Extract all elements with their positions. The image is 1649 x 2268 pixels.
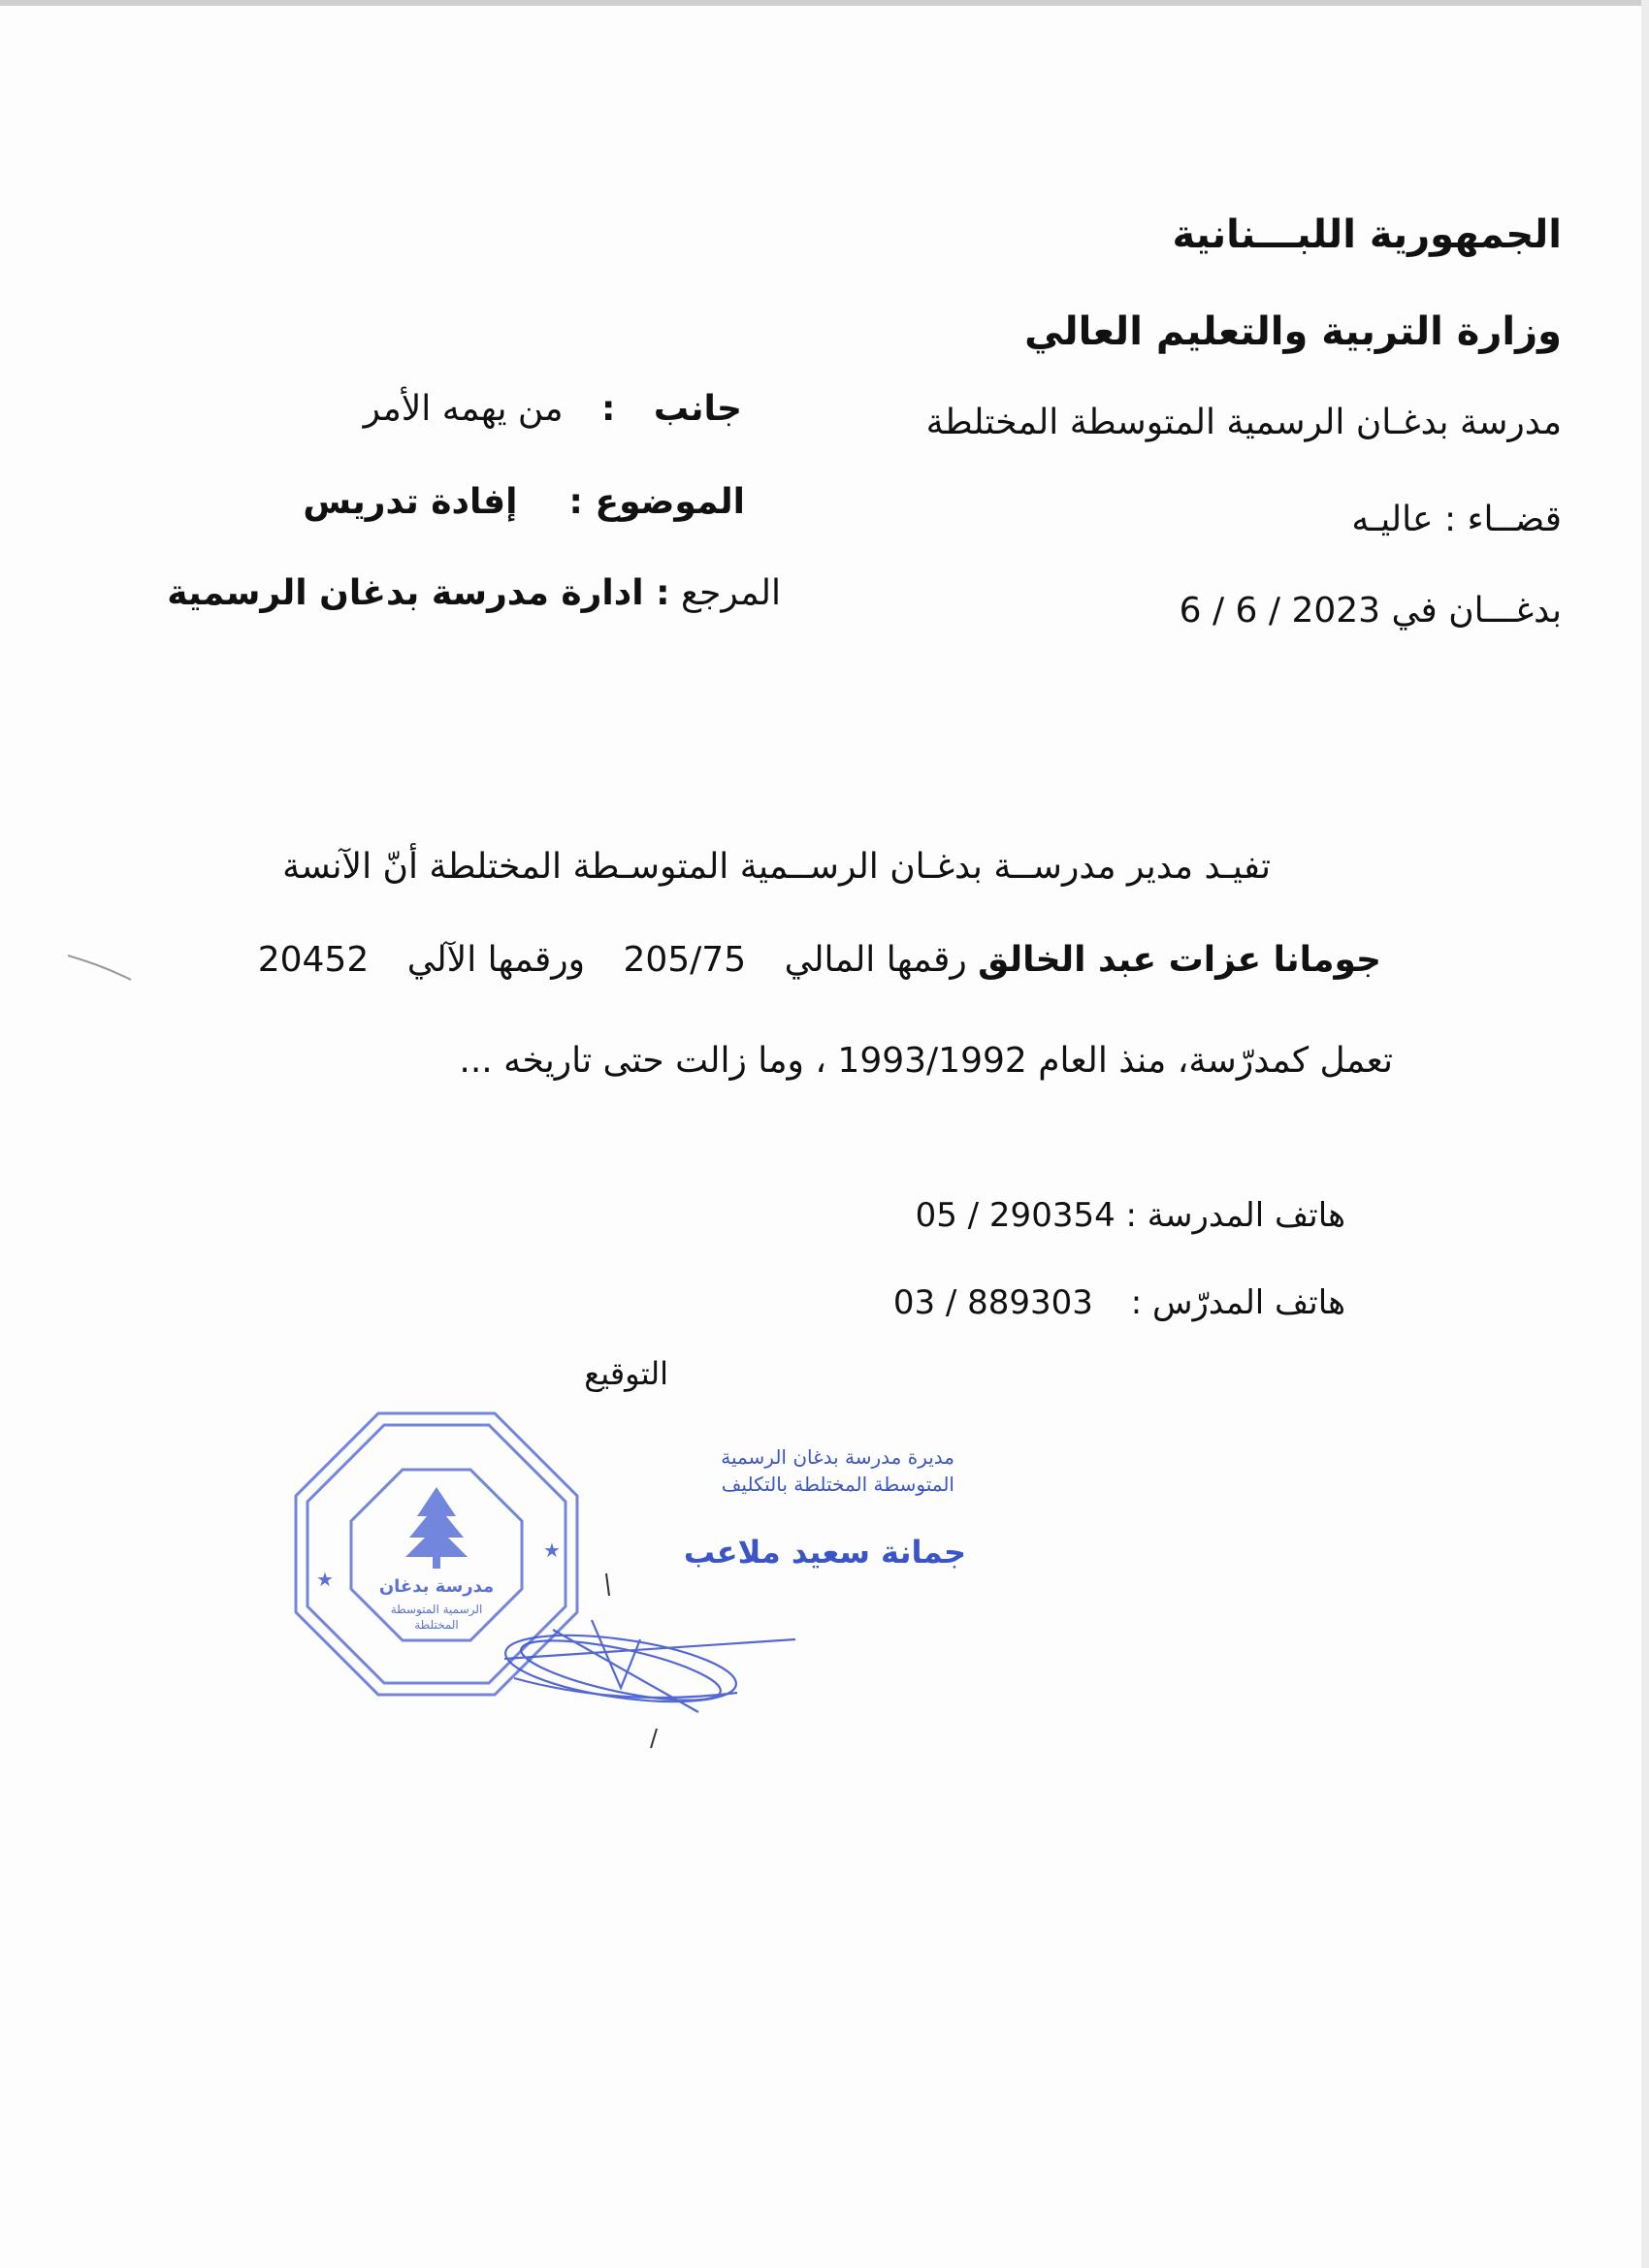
subject-label: الموضوع xyxy=(595,482,745,522)
teacher-phone: 03 / 889303 xyxy=(892,1283,1093,1322)
school-phone: 05 / 290354 xyxy=(915,1196,1116,1235)
reference-line: المرجع : ادارة مدرسة بدغان الرسمية xyxy=(167,573,781,613)
automatic-number: 20452 xyxy=(257,940,370,980)
svg-text:★: ★ xyxy=(316,1568,334,1591)
district-line: قضــاء : عاليـه xyxy=(1351,500,1562,539)
school-name: مدرسة بدغـان الرسمية المتوسطة المختلطة xyxy=(925,403,1562,442)
district-label: قضــاء xyxy=(1467,500,1562,539)
financial-number: 205/75 xyxy=(623,940,747,980)
automatic-number-label: ورقمها الآلي xyxy=(406,940,586,980)
financial-number-label: رقمها المالي xyxy=(784,940,967,980)
scan-right-edge xyxy=(1641,0,1649,2268)
to-line: جانب : من يهمه الأمر xyxy=(363,389,742,429)
reference-value: ادارة مدرسة بدغان الرسمية xyxy=(167,573,644,613)
signature-label: التوقيع xyxy=(584,1355,668,1392)
handwritten-signature xyxy=(475,1601,805,1727)
reference-label: المرجع xyxy=(680,573,781,613)
district-value: عاليـه xyxy=(1351,500,1434,539)
body-line-3: تعمل كمدرّسة، منذ العام 1993/1992 ، وما زالت حتى تاريخه ... xyxy=(459,1041,1393,1081)
ministry-heading: وزارة التربية والتعليم العالي xyxy=(1024,309,1562,354)
signatory-name: جمانة سعيد ملاعب xyxy=(683,1534,966,1571)
republic-heading: الجمهورية اللبـــنانية xyxy=(1172,212,1562,257)
teacher-phone-label: هاتف المدرّس : xyxy=(1130,1283,1345,1322)
to-label: جانب xyxy=(653,389,742,429)
body-line-2 xyxy=(257,940,1381,980)
teacher-name: جومانا عزات عبد الخالق xyxy=(978,940,1381,980)
cedar-tree-icon xyxy=(405,1487,468,1569)
body-line-1: تفيـد مدير مدرســة بدغـان الرســمية المتوسـطة المختلطة أنّ الآنسة xyxy=(282,847,1271,887)
svg-text:★: ★ xyxy=(543,1539,561,1562)
pen-mark xyxy=(601,1571,621,1601)
svg-text:الرسمية المتوسطة: الرسمية المتوسطة xyxy=(390,1603,483,1616)
svg-text:المختلطة: المختلطة xyxy=(414,1618,459,1632)
date-line xyxy=(1179,591,1562,631)
subject-line: الموضوع : إفادة تدريس xyxy=(303,482,745,522)
signatory-title-1: مديرة مدرسة بدغان الرسمية xyxy=(721,1445,954,1469)
pen-mark xyxy=(645,1727,664,1756)
signatory-title-2: المتوسطة المختلطة بالتكليف xyxy=(721,1473,954,1496)
date-prefix: بدغـــان في xyxy=(1391,591,1562,631)
teacher-phone-line xyxy=(892,1283,1345,1322)
scan-top-edge xyxy=(0,0,1649,6)
subject-value: إفادة تدريس xyxy=(303,482,518,522)
svg-text:مدرسة بدغان: مدرسة بدغان xyxy=(378,1576,495,1597)
school-phone-label: هاتف المدرسة : xyxy=(1125,1196,1345,1235)
scan-mark xyxy=(63,951,141,989)
date-value: 6 / 6 / 2023 xyxy=(1179,591,1381,631)
to-value: من يهمه الأمر xyxy=(363,389,564,429)
school-phone-line xyxy=(915,1196,1345,1235)
